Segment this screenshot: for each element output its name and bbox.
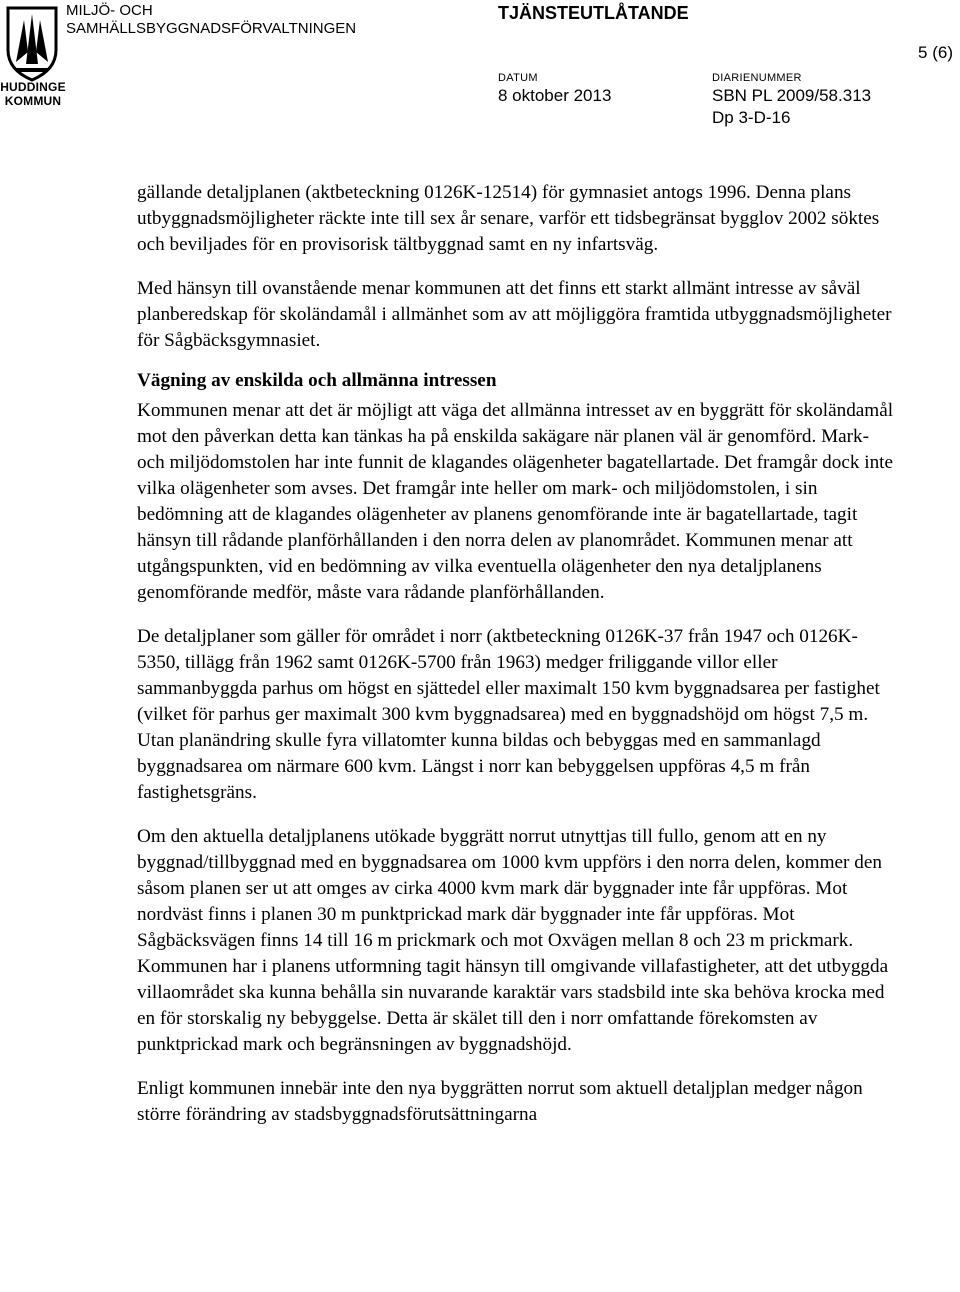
registry-value: SBN PL 2009/58.313: [712, 86, 872, 105]
paragraph-1: gällande detaljplanen (aktbeteckning 0126K-12514) för gymnasiet antogs 1996. Denna plans utbyggnadsmöjligheter räckte inte till sex år senare, varför ett tidsbegränsat bygglov 2002 söktes och beviljades för en provisorisk tältbyggnad samt en ny infartsväg.: [137, 182, 880, 255]
department-line2: SAMHÄLLSBYGGNADSFÖRVALTNINGEN: [66, 20, 357, 37]
paragraph-2: Med hänsyn till ovanstående menar kommunen att det finns ett starkt allmänt intresse av såväl planberedskap för skoländamål i allmänhet som av att möjliggöra framtida utbyggnadsmöjligheter för Sågbäcksgymnasiet.: [137, 278, 892, 351]
paragraph-5: Om den aktuella detaljplanens utökade byggrätt norrut utnyttjas till fullo, genom att en ny byggnad/tillbyggnad med en byggnadsarea om 1000 kvm uppförs i den norra delen, kommer den såsom planen ser ut att omges av cirka 4000 kvm mark där byggnader inte får uppföras. Mot nordväst finns i planen 30 m punktprickad mark där byggnader inte får uppföras. Mot Sågbäcksvägen finns 14 till 16 m prickmark och mot Oxvägen mellan 8 och 23 m prickmark. Kommunen har i planens utformning tagit hänsyn till omgivande villafastigheter, att det utbyggda villaområdet ska kunna behålla sin nuvarande karaktär vars stadsbild inte ska behöva krocka med en för storskalig ny bebyggelse. Detta är skälet till den i norr omfattande förekomsten av punktprickad mark och begränsningen av byggnadshöjd.: [137, 826, 889, 1055]
logo-text-line1: HUDDINGE: [0, 80, 66, 94]
registry-label: DIARIENUMMER: [712, 72, 802, 84]
page-number: 5 (6): [918, 43, 953, 62]
logo-text: [0, 80, 66, 108]
department-name: [66, 2, 356, 38]
paragraph-3: Kommunen menar att det är möjligt att väga det allmänna intresset av en byggrätt för skoländamål mot den påverkan detta kan tänkas ha på enskilda sakägare när planen väl är genomförd. Mark- och miljödomstolen har inte funnit de klagandes olägenheter bagatellartade. Det framgår dock inte vilka olägenheter som avses. Det framgår inte heller om mark- och miljödomstolen, i sin bedömning att de klagandes olägenheter av planens genomförande inte är bagatellartade, tagit hänsyn till rådande planförhållanden i den norra delen av planområdet. Kommunen menar att utgångspunkten, vid en bedömning av vilka eventuella olägenheter den nya detaljplanens genomförande medför, måste vara rådande planförhållanden.: [137, 400, 894, 603]
document-body: [137, 180, 897, 1128]
department-line1: MILJÖ- OCH: [66, 2, 153, 19]
paragraph-6: Enligt kommunen innebär inte den nya byggrätten norrut som aktuell detaljplan medger någon större förändring av stadsbyggnadsförutsättningarna: [137, 1078, 863, 1125]
date-label: DATUM: [498, 72, 538, 84]
logo-text-line2: KOMMUN: [4, 94, 62, 108]
date-value: 8 oktober 2013: [498, 86, 612, 105]
document-type: TJÄNSTEUTLÅTANDE: [498, 3, 689, 23]
registry-value-2: Dp 3-D-16: [712, 108, 791, 127]
section-heading: Vägning av enskilda och allmänna intressen: [137, 370, 497, 391]
paragraph-4: De detaljplaner som gäller för området i norr (aktbeteckning 0126K-37 från 1947 och 0126K- 5350, tillägg från 1962 samt 0126K-5700 från 1963) medger friliggande villor eller sammanbyggda parhus om högst en sjättedel eller maximalt 150 kvm byggnadsarea per fastighet (vilket för parhus ger maximalt 300 kvm byggnadsarea) med en byggnadshöjd om högst 7,5 m. Utan planändring skulle fyra villatomter kunna bildas och bebyggas med en sammanlagd byggnadsarea om närmare 600 kvm. Längst i norr kan bebyggelsen uppföras 4,5 m från fastighetsgräns.: [137, 626, 880, 803]
